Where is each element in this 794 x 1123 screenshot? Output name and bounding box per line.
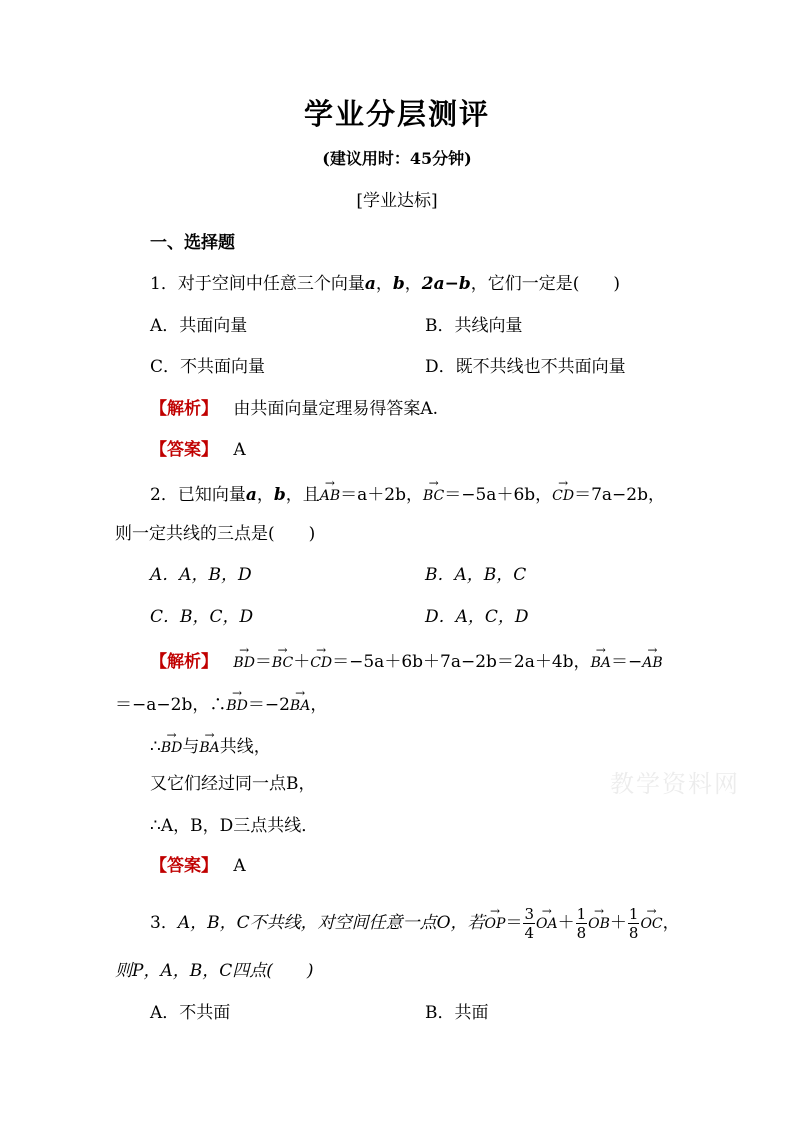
- page-title: 学业分层测评: [303, 97, 490, 131]
- q2-analysis-line4: 又它们经过同一点B，: [150, 774, 316, 794]
- watermark: 教学资料网: [610, 770, 740, 798]
- q1-option-d: D．既不共线也不共面向量: [425, 357, 626, 377]
- q1-option-c: C．不共面向量: [150, 357, 266, 377]
- vector-bc: → BC: [423, 479, 444, 507]
- section-heading: [学业达标]: [356, 191, 438, 211]
- q2-analysis-line5: ∴A，B，D三点共线．: [150, 816, 319, 836]
- fraction-1-8: $\frac{1}{8}$: [628, 905, 639, 942]
- answer-label: 【答案】: [150, 440, 218, 460]
- q2-analysis: 【解析】 → BD＝→ BC＋→ CD＝−5a＋6b＋7a−2b＝2a＋4b，→ BA＝−→ AB: [150, 646, 663, 674]
- q1-option-b: B．共线向量: [425, 316, 523, 336]
- q2-analysis-line2: ＝−a−2b，∴→ BD＝−2→ BA，: [115, 689, 327, 717]
- q2-answer: 【答案】 A: [150, 856, 246, 876]
- q2-option-d: D．A，C，D: [425, 607, 529, 627]
- page-subtitle: (建议用时：45分钟): [322, 149, 472, 168]
- analysis-label: 【解析】: [150, 399, 218, 419]
- vector-ab: → AB: [320, 479, 340, 507]
- vector-cd: → CD: [552, 479, 574, 507]
- fraction-3-4: $\frac{3}{4}$: [524, 905, 534, 942]
- q1-stem: 1．对于空间中任意三个向量a，b，2a−b，它们一定是( ): [150, 274, 620, 294]
- q2-stem-line2: 则一定共线的三点是( ): [115, 524, 316, 544]
- fraction-1-8: $\frac{1}{8}$: [576, 905, 587, 942]
- q1-option-a: A．共面向量: [150, 316, 248, 336]
- q3-stem-line2: 则P，A，B，C四点( ): [115, 961, 314, 981]
- q2-option-b: B．A，B，C: [425, 565, 527, 585]
- vector-op: → OP: [485, 907, 506, 935]
- q1-analysis: 【解析】 由共面向量定理易得答案A.: [150, 399, 439, 419]
- part-heading: 一、选择题: [150, 233, 235, 253]
- answer-label: 【答案】: [150, 856, 218, 876]
- q2-option-c: C．B，C，D: [150, 607, 254, 627]
- q2-analysis-line3: ∴→ BD与→ BA共线，: [150, 731, 271, 759]
- q3-option-a: A．不共面: [150, 1003, 231, 1023]
- q3-stem: 3．A，B，C不共线，对空间任意一点O，若→ OP＝ $\frac{3}{4}$ → OA＋ $\frac{1}{8}$ → OB＋ $\frac{1}{8}$ → OC，: [150, 905, 680, 942]
- q2-stem: 2．已知向量a，b，且→ AB＝a＋2b，→ BC＝−5a＋6b，→ CD＝7a−2b，: [150, 479, 665, 507]
- analysis-label: 【解析】: [150, 652, 218, 672]
- q1-answer: 【答案】 A: [150, 440, 246, 460]
- q2-option-a: A．A，B，D: [150, 565, 252, 585]
- q3-option-b: B．共面: [425, 1003, 489, 1023]
